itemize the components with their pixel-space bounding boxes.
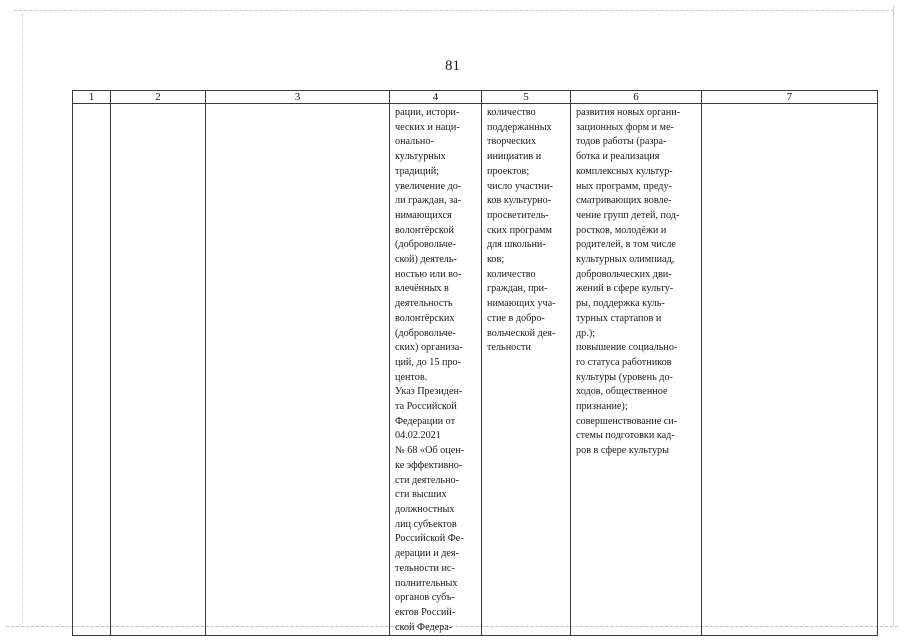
column-header-6: 6 <box>571 91 702 104</box>
cell-col-4-text: рации, истори- ческих и наци- онально- культурных традиций; увеличение до- ли граждан, за- нимающихся волонтёрской (добровольче- ской) деятель- ностью или во- влечённых в деятельность волонтёрских (добровольче- ских) организа- ций, до 15 про- центов. Указ Президен- та Российской Федерации от 04.02.2021 № 68 «Об оцен- ке эффективно- сти деятельно- сти высших должностных лиц субъектов Российской Фе- дерации и дея- тельности ис- полнительных органов субъ- ектов Россий- ской Федера- <box>395 107 465 633</box>
header-row <box>73 91 878 104</box>
cell-col-3 <box>206 104 390 636</box>
cell-col-7 <box>702 104 878 636</box>
cell-col-2-text <box>111 104 205 106</box>
column-header-3: 3 <box>206 91 390 104</box>
column-header-1: 1 <box>73 91 111 104</box>
column-header-4: 4 <box>390 91 482 104</box>
scan-edge-top <box>14 10 894 11</box>
cell-col-5-text: количество поддержанных творческих инициатив и проектов; число участни- ков культурно- просветитель- ских программ для школьни- ков; количество граждан, при- нимающих уча- стие в добро- вольческой дея- тельности <box>487 107 556 354</box>
table-row <box>73 104 878 636</box>
column-header-7: 7 <box>702 91 878 104</box>
page-number: 81 <box>445 58 460 74</box>
scan-edge-right <box>893 6 894 626</box>
cell-col-2 <box>111 104 206 636</box>
cell-col-6 <box>571 104 702 636</box>
cell-col-6-text: развития новых органи- зационных форм и ме- тодов работы (разра- ботка и реализация комплексных культур- ных программ, преду- сматривающих вовле- чение групп детей, под- ростков, молодёжи и родителей, в том числе культурных олимпиад, добровольческих дви- жений в сфере культу- ры, поддержка куль- турных стартапов и др.); повышение социально- го статуса работников культуры (уровень до- ходов, общественное признание); совершенствование си- стемы подготовки кад- ров в сфере культуры <box>576 107 681 457</box>
cell-col-7-text <box>702 104 877 106</box>
cell-col-1 <box>73 104 111 636</box>
column-header-2: 2 <box>111 91 206 104</box>
scan-edge-left <box>22 14 23 624</box>
cell-col-3-text <box>206 104 389 106</box>
cell-col-4 <box>390 104 482 636</box>
cell-col-5 <box>482 104 571 636</box>
document-table <box>72 90 878 636</box>
table-header <box>73 91 878 104</box>
cell-col-1-text <box>73 104 110 106</box>
column-header-5: 5 <box>482 91 571 104</box>
